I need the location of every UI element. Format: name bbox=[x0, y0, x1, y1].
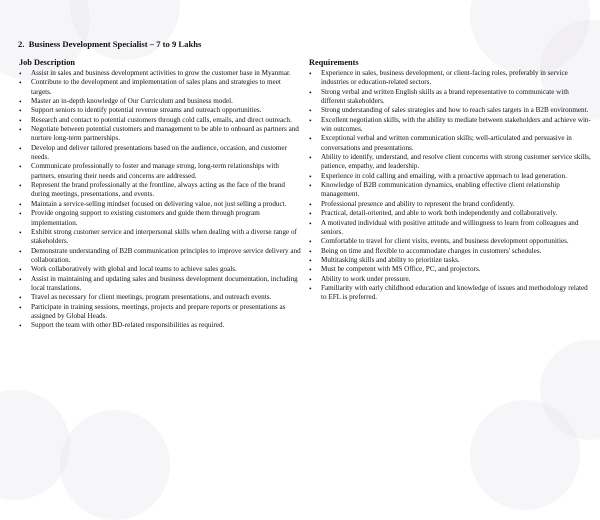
job-description-heading: Job Description bbox=[19, 58, 76, 67]
list-item: • Assist in maintaining and updating sales and business development documentation, including local translations. bbox=[19, 275, 302, 294]
list-item: • Excellent negotiation skills, with the ability to mediate between stakeholders and achieve win-win outcomes. bbox=[309, 116, 591, 135]
requirements-heading: Requirements bbox=[309, 58, 359, 67]
list-item: • Work collaboratively with global and local teams to achieve sales goals. bbox=[19, 265, 302, 274]
list-item: • Develop and deliver tailored presentations based on the audience, occasion, and customer needs. bbox=[19, 144, 302, 163]
requirements-column bbox=[309, 58, 591, 303]
list-item: • Professional presence and ability to represent the brand confidently. bbox=[309, 200, 591, 209]
list-item: • Practical, detail-oriented, and able to work both independently and collaboratively. bbox=[309, 209, 591, 218]
list-item: • A motivated individual with positive attitude and willingness to learn from colleagues and seniors. bbox=[309, 219, 591, 238]
list-item: • Maintain a service-selling mindset focused on delivering value, not just selling a product. bbox=[19, 200, 302, 209]
list-item: • Comfortable to travel for client visits, events, and business development opportunities. bbox=[309, 237, 591, 246]
list-item: • Represent the brand professionally at the frontline, always acting as the face of the brand during meetings, presentations, and events. bbox=[19, 181, 302, 200]
list-item: • Provide ongoing support to existing customers and guide them through program implementation. bbox=[19, 209, 302, 228]
list-item: • Experience in sales, business development, or client-facing roles, preferably in service industries or education-related sectors. bbox=[309, 69, 591, 88]
list-item: • Participate in training sessions, meetings, projects and prepare reports or presentations as assigned by Global Heads. bbox=[19, 303, 302, 322]
list-item: • Experience in cold calling and emailing, with a proactive approach to lead generation. bbox=[309, 172, 591, 181]
list-item: • Travel as necessary for client meetings, program presentations, and outreach events. bbox=[19, 293, 302, 302]
list-item: • Multitasking skills and ability to prioritize tasks. bbox=[309, 256, 591, 265]
list-item: • Master an in-depth knowledge of Our Curriculum and business model. bbox=[19, 97, 302, 106]
list-item: • Exhibit strong customer service and interpersonal skills when dealing with a diverse range of stakeholders. bbox=[19, 228, 302, 247]
list-item: • Ability to identify, understand, and resolve client concerns with strong customer service skills, patience, empathy, and leadership. bbox=[309, 153, 591, 172]
list-item: • Communicate professionally to foster and manage strong, long-term relationships with partners, ensuring their needs and concerns are addressed. bbox=[19, 162, 302, 181]
list-item: • Exceptional verbal and written communication skills; well-articulated and persuasive in conversations and presentations. bbox=[309, 134, 591, 153]
list-item: • Ability to work under pressure. bbox=[309, 275, 591, 284]
list-item: • Strong understanding of sales strategies and how to reach sales targets in a B2B environment. bbox=[309, 106, 591, 115]
list-item: • Demonstrate understanding of B2B communication principles to improve service delivery and collaboration. bbox=[19, 247, 302, 266]
list-item: • Familiarity with early childhood education and knowledge of issues and methodology related to EFL is preferred. bbox=[309, 284, 591, 303]
requirements-list bbox=[309, 69, 591, 303]
list-item: • Contribute to the development and implementation of sales plans and strategies to meet targets. bbox=[19, 78, 302, 97]
list-item: • Negotiate between potential customers and management to be able to onboard as partners and nurture long-term partnerships. bbox=[19, 125, 302, 144]
list-item: • Support the team with other BD-related responsibilities as required. bbox=[19, 321, 302, 330]
list-item: • Assist in sales and business development activities to grow the customer base in Myanmar. bbox=[19, 69, 302, 78]
section-title: Business Development Specialist – 7 to 9 Lakhs bbox=[28, 39, 202, 49]
list-item: • Must be competent with MS Office, PC, and projectors. bbox=[309, 265, 591, 274]
section-number: 2. bbox=[18, 39, 25, 49]
list-item: • Knowledge of B2B communication dynamics, enabling effective client relationship management. bbox=[309, 181, 591, 200]
job-description-column bbox=[19, 58, 302, 331]
section-heading bbox=[18, 39, 201, 49]
job-description-list bbox=[19, 69, 302, 331]
list-item: • Support seniors to identify potential revenue streams and outreach opportunities. bbox=[19, 106, 302, 115]
list-item: • Being on time and flexible to accommodate changes in customers' schedules. bbox=[309, 247, 591, 256]
list-item: • Strong verbal and written English skills as a brand representative to communicate with different stakeholders. bbox=[309, 88, 591, 107]
list-item: • Research and contact to potential customers through cold calls, emails, and direct outreach. bbox=[19, 116, 302, 125]
